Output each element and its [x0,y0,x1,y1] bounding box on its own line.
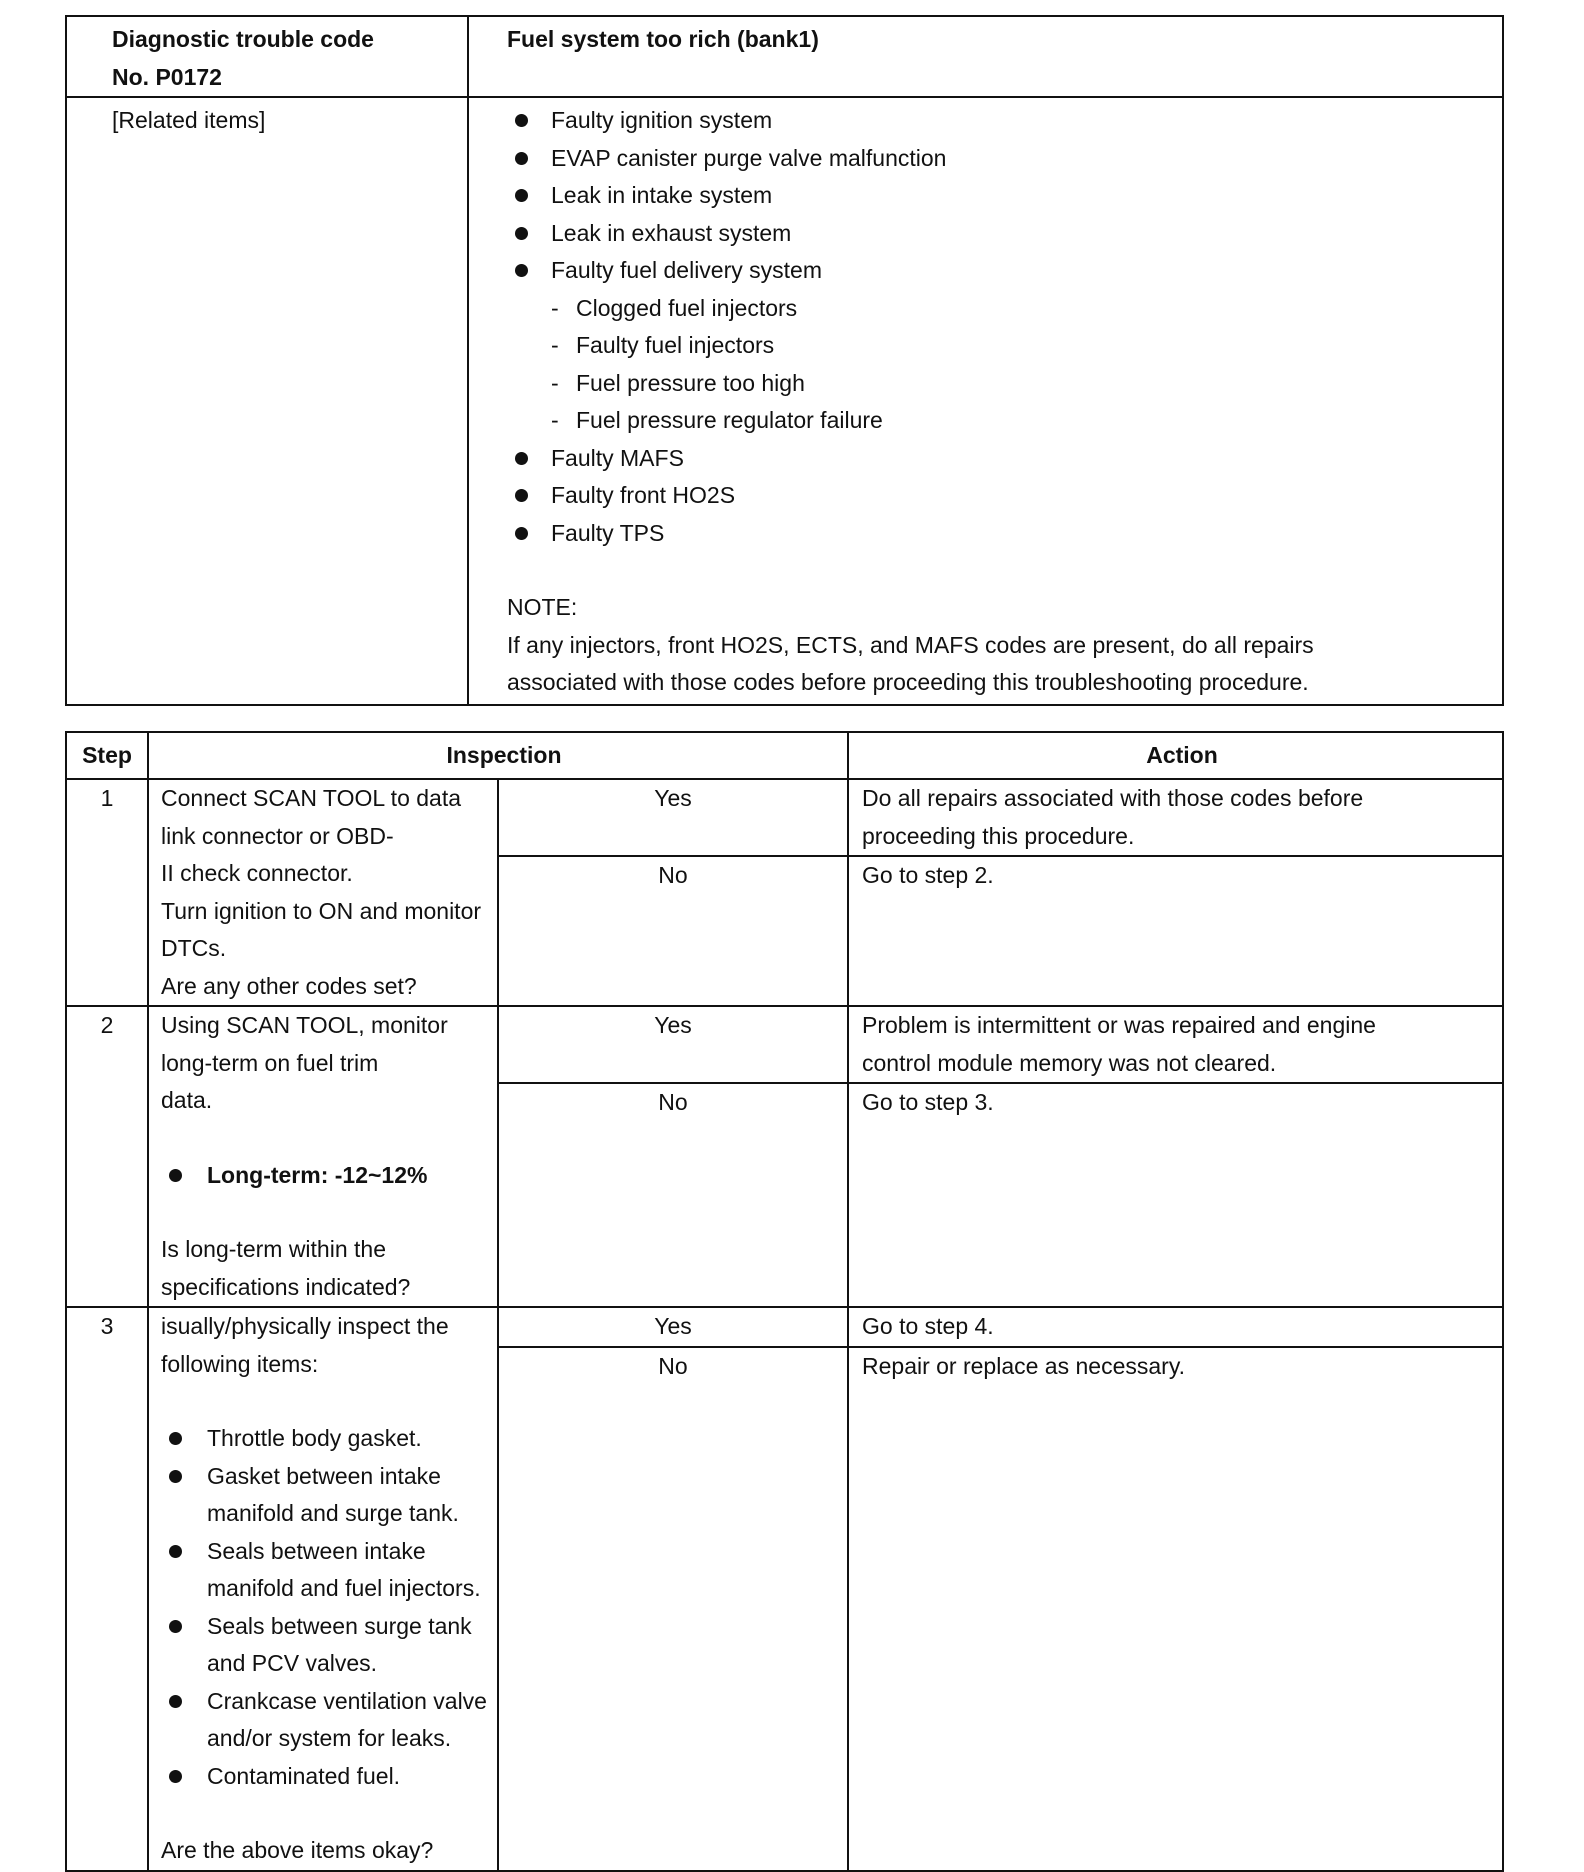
dtc-header-row [66,16,1503,97]
list-item: Gasket between intake manifold and surge tank. [161,1458,497,1533]
no-action: Go to step 2. [848,856,1503,1006]
sub-list-item: - Fuel pressure regulator failure [551,402,1502,440]
table-row [66,779,1503,856]
step-number: 2 [66,1006,148,1307]
inspection-line: Connect SCAN TOOL to data link connector or OBD- [161,785,462,849]
step-column-header: Step [66,732,148,779]
table-header-row [66,732,1503,779]
inspection-line: Using SCAN TOOL, monitor long-term on fuel trim [161,1012,448,1076]
action-line: Do all repairs associated with those codes before [862,785,1364,811]
dtc-info-table [65,15,1504,706]
dtc-code: No. P0172 [112,63,222,90]
list-item: EVAP canister purge valve malfunction [507,140,1502,178]
yes-action [848,1006,1503,1083]
inspection-line: data. [161,1087,213,1113]
step-number: 3 [66,1307,148,1871]
action-line: control module memory was not cleared. [862,1049,1277,1076]
yes-action: Go to step 4. [848,1307,1503,1347]
dtc-title: Fuel system too rich (bank1) [468,16,1503,97]
yes-label: Yes [498,779,848,856]
inspection-question: Are the above items okay? [161,1837,434,1863]
no-action: Go to step 3. [848,1083,1503,1307]
related-items-list-continued [507,440,1502,553]
inspection-question: Is long-term within the specifications indicated? [161,1236,411,1300]
step-inspection [148,779,498,1006]
action-line: Problem is intermittent or was repaired and engine [862,1012,1376,1038]
list-item: Faulty MAFS [507,440,1502,478]
fuel-delivery-sub-list [507,290,1502,440]
list-item: Crankcase ventilation valve and/or system for leaks. [161,1683,497,1758]
related-items-list [507,102,1502,290]
list-item: Faulty TPS [507,515,1502,553]
spec-item: Long-term: -12~12% [161,1157,497,1195]
inspection-line: Turn ignition to ON and monitor DTCs. [161,897,482,961]
list-item: Faulty ignition system [507,102,1502,140]
note-block [507,589,1502,704]
list-item: Throttle body gasket. [161,1420,497,1458]
list-item: Seals between surge tank and PCV valves. [161,1608,497,1683]
related-items-row [66,97,1503,705]
sub-list-item: - Faulty fuel injectors [551,327,1502,365]
inspection-line: Are any other codes set? [161,972,417,999]
no-label: No [498,1347,848,1871]
step-inspection [148,1307,498,1871]
dtc-code-label [66,16,468,97]
no-label: No [498,1083,848,1307]
table-row [66,1006,1503,1083]
note-text-line1: If any injectors, front HO2S, ECTS, and MAFS codes are present, do all repairs [507,631,1314,658]
sub-list-item: - Clogged fuel injectors [551,290,1502,328]
related-items-cell [468,97,1503,705]
action-line: proceeding this procedure. [862,822,1135,849]
action-column-header: Action [848,732,1503,779]
spec-list [161,1157,497,1195]
note-title: NOTE: [507,594,578,620]
note-text-line2: associated with those codes before proceeding this troubleshooting procedure. [507,669,1309,695]
list-item: Leak in exhaust system [507,215,1502,253]
step-number: 1 [66,779,148,1006]
no-action: Repair or replace as necessary. [848,1347,1503,1871]
inspection-column-header: Inspection [148,732,848,779]
inspection-line: II check connector. [161,860,353,886]
inspection-line: isually/physically inspect the following items: [161,1313,449,1377]
no-label: No [498,856,848,1006]
step-inspection [148,1006,498,1307]
inspection-items-list [161,1420,497,1795]
list-item: Faulty front HO2S [507,477,1502,515]
related-items-label: [Related items] [66,97,468,705]
sub-list-item: - Fuel pressure too high [551,365,1502,403]
list-item: Contaminated fuel. [161,1758,497,1796]
yes-action [848,779,1503,856]
yes-label: Yes [498,1307,848,1347]
list-item: Leak in intake system [507,177,1502,215]
troubleshooting-steps-table [65,731,1504,1872]
table-row [66,1307,1503,1347]
list-item: Seals between intake manifold and fuel injectors. [161,1533,497,1608]
list-item: Faulty fuel delivery system [507,252,1502,290]
dtc-label-line1: Diagnostic trouble code [112,26,374,52]
yes-label: Yes [498,1006,848,1083]
